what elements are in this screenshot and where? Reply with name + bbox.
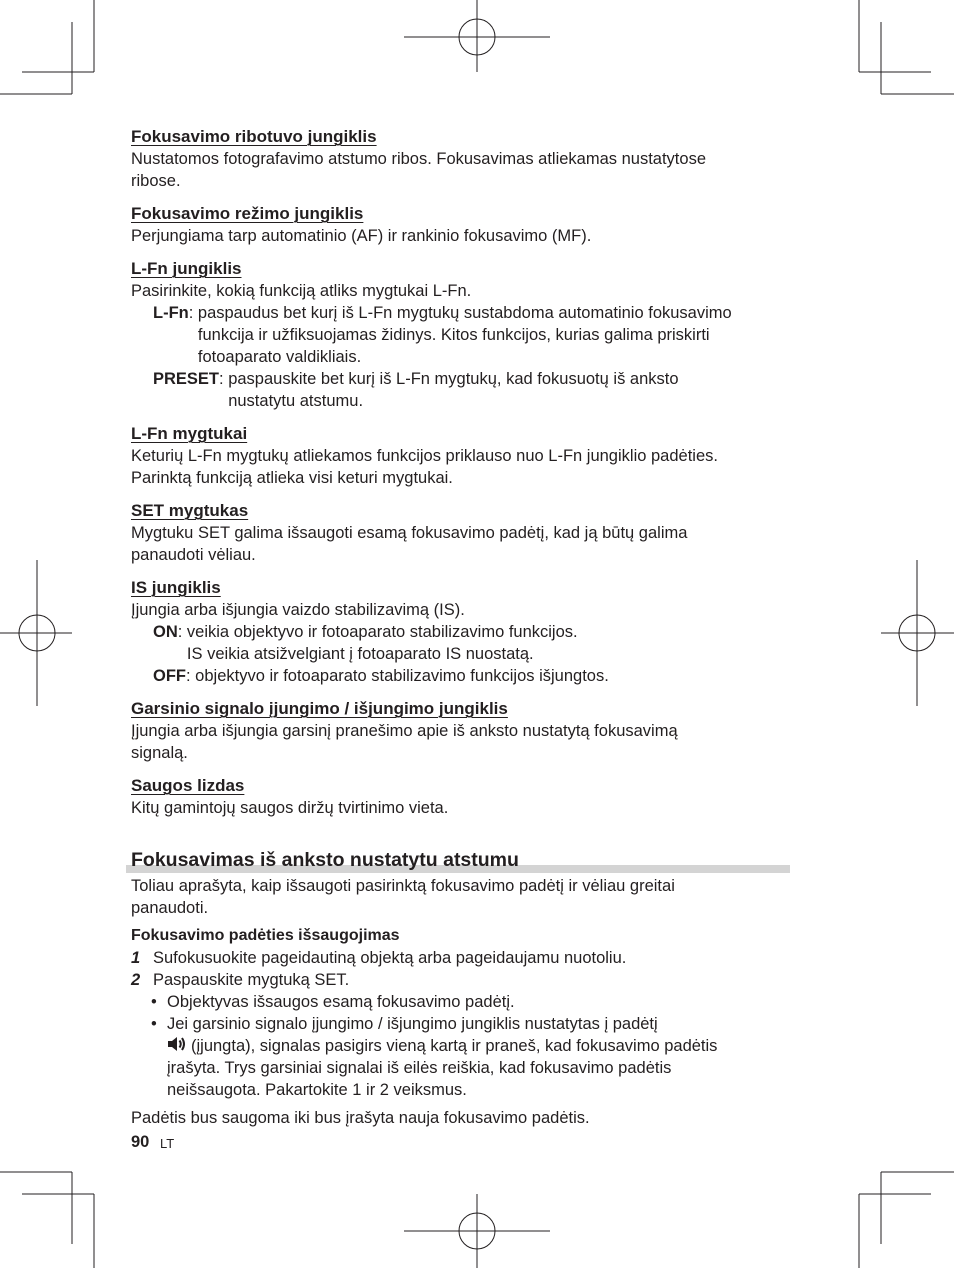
section-sound-switch [131,698,791,764]
bullet-text: neišsaugota. Pakartokite 1 ir 2 veiksmus. [167,1081,467,1099]
section-heading: L-Fn mygtukai [131,424,248,443]
section-lfn-buttons [131,423,791,489]
section-set-button [131,500,791,566]
bullet-text: Objektyvas išsaugos esamą fokusavimo padėtį. [167,993,515,1011]
section-heading: Fokusavimo ribotuvo jungiklis [131,127,377,146]
section-heading: L-Fn jungiklis [131,259,242,278]
term-separator: : [177,623,187,641]
term-text: IS veikia atsižvelgiant į fotoaparato IS nuostatą. [186,645,534,663]
section-heading: SET mygtukas [131,501,249,520]
step-text: Paspauskite mygtuką SET. [153,971,350,989]
section-focus-mode [131,203,791,247]
term-off [131,665,791,687]
section-heading: Garsinio signalo įjungimo / išjungimo jungiklis [131,699,508,718]
term-text: funkcija ir užfiksuojamas židinys. Kitos funkcijos, kurias galima priskirti [197,326,710,344]
section-heading: Fokusavimo režimo jungiklis [131,204,364,223]
bullet-text: įrašyta. Trys garsiniai signalai iš eilės reiškia, kad fokusavimo padėtis [167,1059,672,1077]
term-text: paspaudus bet kurį iš L-Fn mygtukų sustabdoma automatinio fokusavimo [197,304,732,322]
bullet-item [131,991,791,1013]
language-code: LT [160,1136,175,1151]
section-text: Kitų gamintojų saugos diržų tvirtinimo vieta. [131,799,449,817]
section-text: Įjungia arba išjungia vaizdo stabilizavimą (IS). [131,601,465,619]
main-title: Fokusavimas iš anksto nustatytu atstumu [131,849,519,871]
step-item [131,969,791,991]
term-label: ON [153,623,178,641]
section-text: Perjungiama tarp automatinio (AF) ir rankinio fokusavimo (MF). [131,227,592,245]
section-lfn-switch [131,258,791,412]
section-security-slot [131,775,791,819]
closing-text: Padėtis bus saugoma iki bus įrašyta nauja fokusavimo padėtis. [131,1109,590,1127]
section-text: ribose. [131,172,181,190]
term-lfn [131,302,791,368]
procedure-title: Fokusavimo padėties išsaugojimas [131,927,400,944]
step-text: Sufokusuokite pageidautiną objektą arba pageidaujamu nuotoliu. [153,949,627,967]
term-text: fotoaparato valdikliais. [197,348,362,366]
section-focus-limiter [131,126,791,192]
term-label: PRESET [153,370,220,388]
bullet-item [131,1013,791,1101]
page-number: 90 [131,1133,150,1151]
term-preset [131,368,791,412]
section-text: panaudoti vėliau. [131,546,256,564]
term-separator: : [219,370,229,388]
speaker-icon [167,1035,187,1053]
bullet-text: Jei garsinio signalo įjungimo / išjungimo jungiklis nustatytas į padėtį [167,1015,658,1033]
preset-focus-section [131,875,791,1129]
term-text: paspauskite bet kurį iš L-Fn mygtukų, kad fokusuotų iš anksto [228,370,679,388]
section-text: Parinktą funkciją atlieka visi keturi mygtukai. [131,469,453,487]
term-label: L-Fn [153,304,189,322]
term-text: veikia objektyvo ir fotoaparato stabilizavimo funkcijos. [186,623,578,641]
section-heading: IS jungiklis [131,578,221,597]
term-text: objektyvo ir fotoaparato stabilizavimo funkcijos išjungtos. [195,667,609,685]
step-number: 1 [131,949,141,967]
section-text: Keturių L-Fn mygtukų atliekamos funkcijos priklauso nuo L-Fn jungiklio padėties. [131,447,718,465]
step-number: 2 [131,971,141,989]
term-text: nustatytu atstumu. [228,392,364,410]
term-separator: : [186,667,196,685]
term-label: OFF [153,667,186,685]
section-is-switch [131,577,791,687]
intro-text: panaudoti. [131,899,209,917]
section-text: Įjungia arba išjungia garsinį pranešimo apie iš anksto nustatytą fokusavimą [131,722,678,740]
sections-container [131,126,791,830]
term-on [131,621,791,665]
term-separator: : [188,304,198,322]
section-text: Pasirinkite, kokią funkciją atliks mygtukai L-Fn. [131,282,472,300]
intro-text: Toliau aprašyta, kaip išsaugoti pasirinktą fokusavimo padėtį ir vėliau greitai [131,877,675,895]
section-text: signalą. [131,744,188,762]
bullet-dot: • [151,993,157,1011]
section-text: Nustatomos fotografavimo atstumo ribos. Fokusavimas atliekamas nustatytose [131,150,706,168]
step-item [131,947,791,969]
section-text: Mygtuku SET galima išsaugoti esamą fokusavimo padėtį, kad ją būtų galima [131,524,688,542]
section-heading: Saugos lizdas [131,776,245,795]
bullet-text: (įjungta), signalas pasigirs vieną kartą ir praneš, kad fokusavimo padėtis [191,1037,718,1055]
bullet-dot: • [151,1015,157,1033]
